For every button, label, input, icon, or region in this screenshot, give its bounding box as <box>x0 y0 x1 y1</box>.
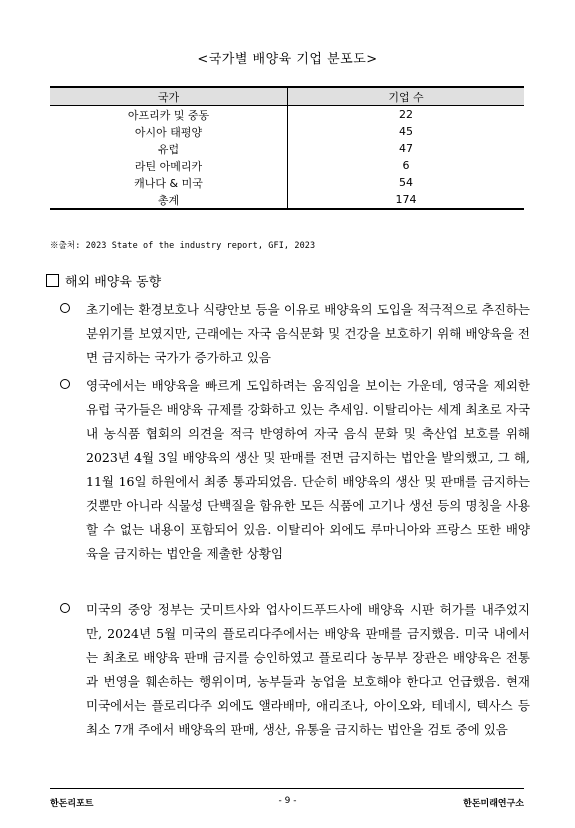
source-note: ※출처: 2023 State of the industry report, GFI, 2023 <box>50 241 316 251</box>
page-number: - 9 - <box>278 796 297 806</box>
square-bullet-icon <box>46 274 59 287</box>
total-count-cell: 174 <box>288 191 525 209</box>
table-row <box>50 157 524 174</box>
table-row <box>50 174 524 191</box>
total-label-cell: 총계 <box>50 191 288 209</box>
country-cell: 라틴 아메리카 <box>50 157 288 174</box>
table-row <box>50 106 524 124</box>
country-cell: 아시아 태평양 <box>50 123 288 140</box>
count-cell: 45 <box>399 125 413 138</box>
bullet-item <box>60 298 530 370</box>
bullet-text: 초기에는 환경보호나 식량안보 등을 이유로 배양육의 도입을 적극적으로 추진하는 분위기를 보였지만, 근래에는 자국 음식문화 및 건강을 보호하기 위해 배양육을 전면 금지하는 국가가 증가하고 있음 <box>86 302 530 365</box>
count-cell: 22 <box>399 108 413 121</box>
section-heading-text: 해외 배양육 동향 <box>65 275 162 290</box>
circle-bullet-icon <box>60 379 70 389</box>
country-cell: 유럽 <box>50 140 288 157</box>
count-cell: 54 <box>399 176 413 189</box>
bullet-item <box>60 374 530 566</box>
table-row <box>50 140 524 157</box>
count-cell: 47 <box>399 142 413 155</box>
header-country: 국가 <box>50 87 288 106</box>
footer-publication: 한돈리포트 <box>50 799 94 809</box>
bullet-item <box>60 598 530 742</box>
circle-bullet-icon <box>60 303 70 313</box>
count-cell: 6 <box>402 159 410 172</box>
country-cell: 아프리카 및 중동 <box>50 106 288 124</box>
circle-bullet-icon <box>60 603 70 613</box>
company-distribution-table <box>50 86 524 210</box>
table-title: <국가별 배양육 기업 분포도> <box>197 52 378 67</box>
header-company-count: 기업 수 <box>288 87 525 106</box>
bullet-text: 미국의 중앙 정부는 굿미트사와 업사이드푸드사에 배양육 시판 허가를 내주었지만, 2024년 5월 미국의 플로리다주에서는 배양육 판매를 금지했음. 미국 내에서는 최초로 배양육 판매 금지를 승인하였고 플로리다 농무부 장관은 배양육은 전통과 번영을 훼손하는 행위이며, 농부들과 농업을 보호해야 한다고 언급했음. 현재 미국에서는 플로리다주 외에도 앨라배마, 애리조나, 아이오와, 테네시, 텍사스 등 최소 7개 주에서 배양육의 판매, 생산, 유통을 금지하는 법안을 검토 중에 있음 <box>86 602 530 737</box>
footer-divider <box>50 788 524 789</box>
table-total-row <box>50 191 524 209</box>
table-header-row <box>50 87 524 106</box>
table-row <box>50 123 524 140</box>
country-cell: 캐나다 & 미국 <box>50 174 288 191</box>
bullet-text: 영국에서는 배양육을 빠르게 도입하려는 움직임을 보이는 가운데, 영국을 제외한 유럽 국가들은 배양육 규제를 강화하고 있는 추세임. 이탈리아는 세계 최초로 자국 내 농식품 협회의 의견을 적극 반영하여 자국 음식 문화 및 축산업 보호를 위해 2023년 4월 3일 배양육의 생산 및 판매를 전면 금지하는 법안을 발의했고, 그 해, 11월 16일 하원에서 최종 통과되었음. 단순히 배양육의 생산 및 판매를 금지하는 것뿐만 아니라 식물성 단백질을 함유한 모든 식품에 고기나 생선 등의 명칭을 사용할 수 없는 내용이 포함되어 있음. 이탈리아 외에도 루마니아와 프랑스 또한 배양육을 금지하는 법안을 제출한 상황임 <box>86 378 530 561</box>
section-heading <box>46 271 161 290</box>
footer-organization: 한돈미래연구소 <box>463 799 524 809</box>
